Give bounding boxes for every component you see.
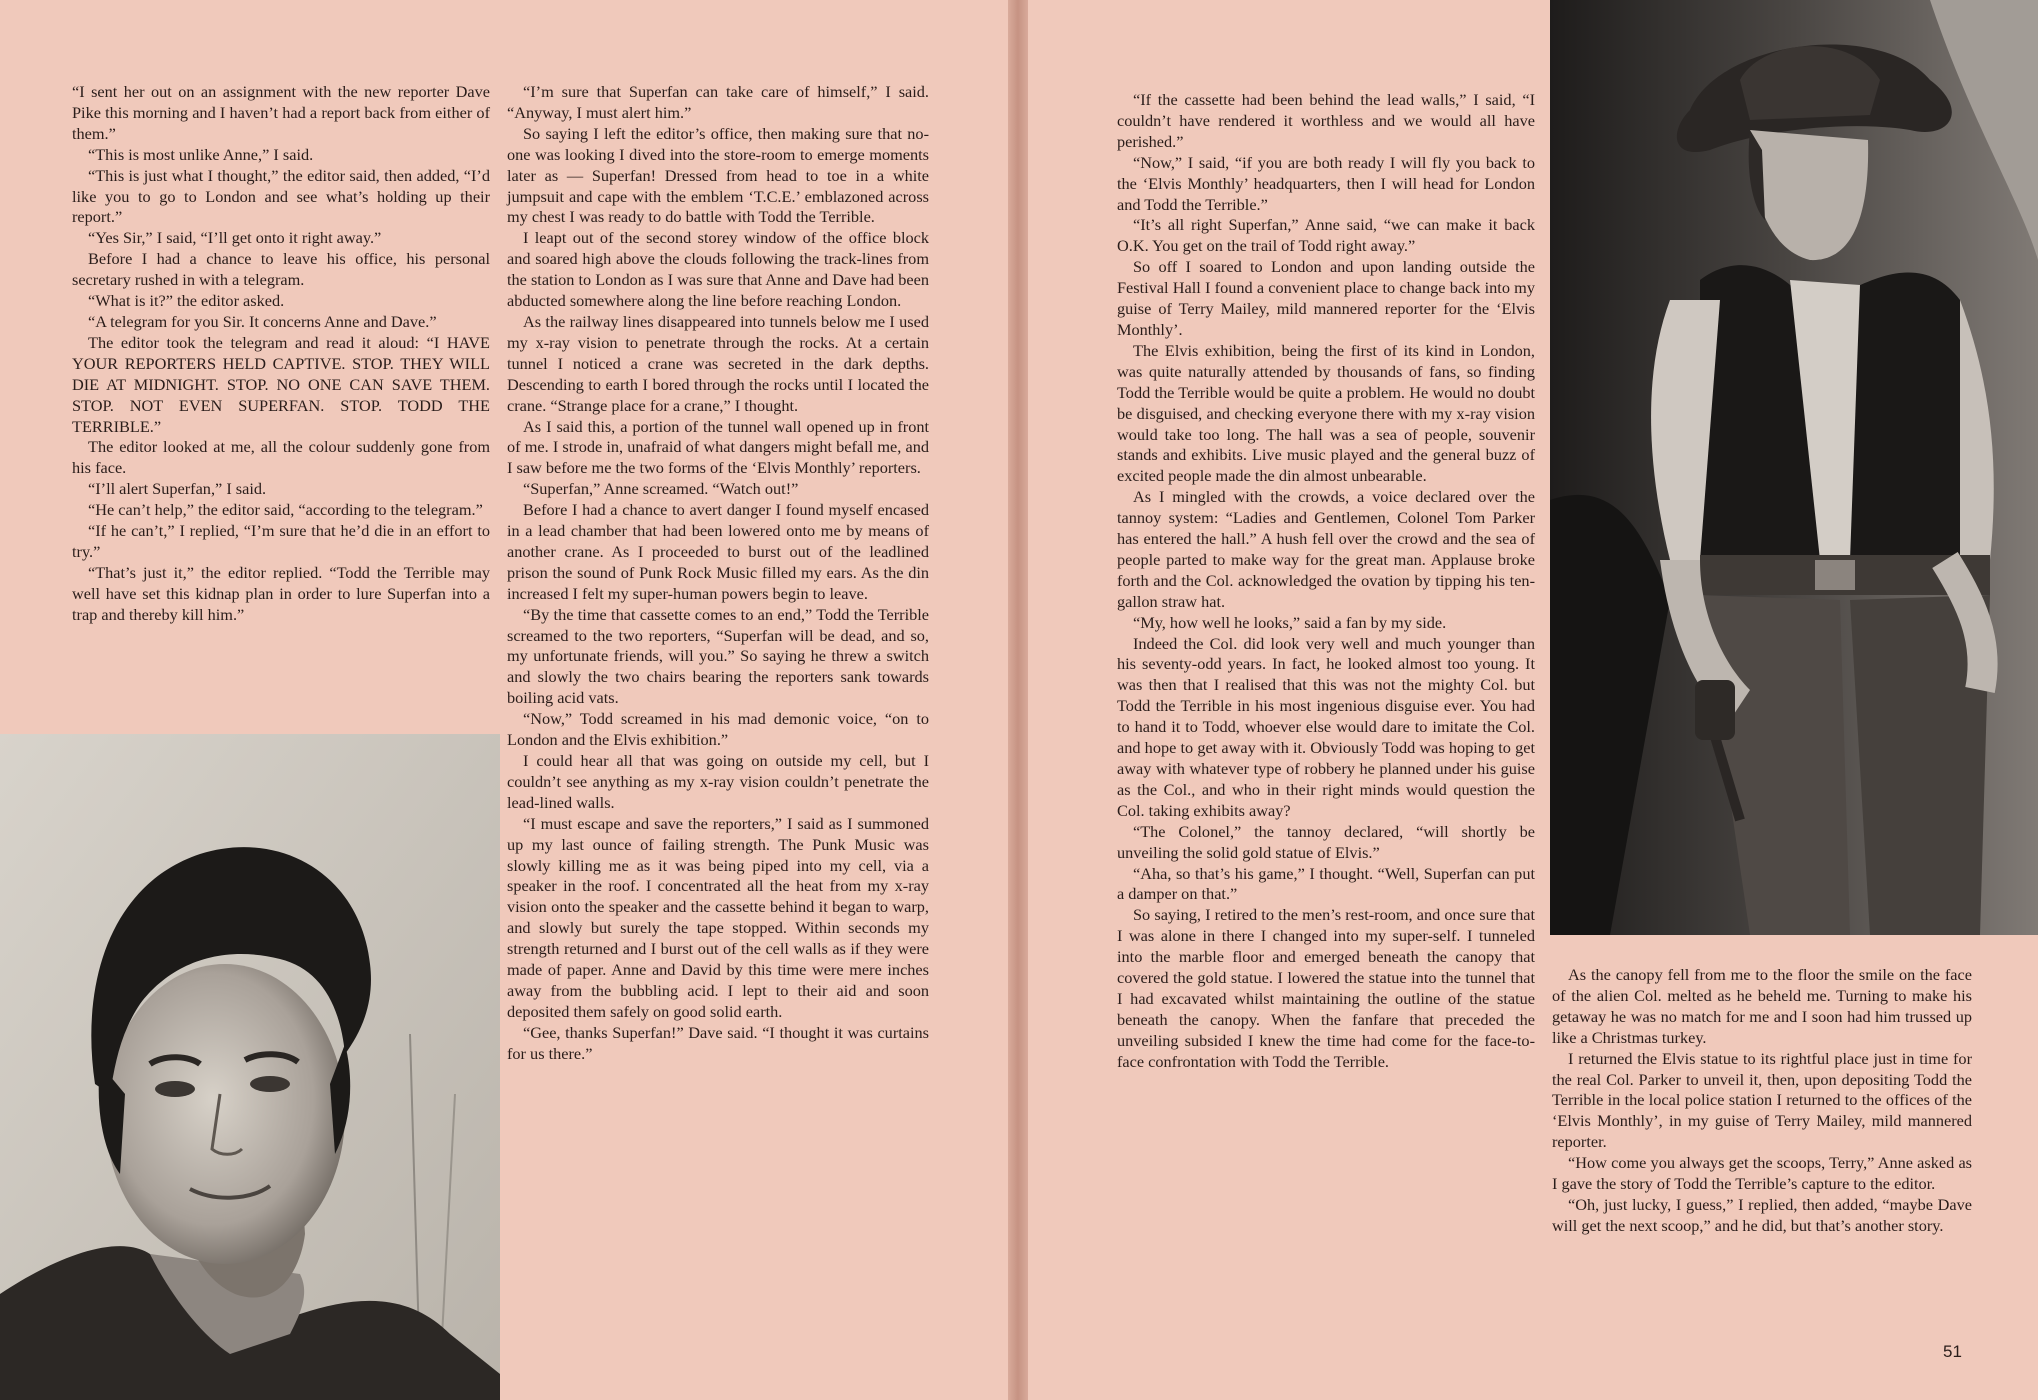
paragraph: The editor took the telegram and read it aloud: “I HAVE YOUR REPORTERS HELD CAPTIVE. STOP. THEY WILL DIE AT MIDNIGHT. STOP. NO ONE CAN SAVE THEM. STOP. NOT EVEN SUPERFAN. STOP. TODD THE TERRIBLE.”	[72, 332, 490, 436]
paragraph: The Elvis exhibition, being the first of its kind in London, was quite naturally attended by thousands of fans, so finding Todd the Terrible would be quite a problem. He would no doubt be disguised, and checking everyone there with my x-ray vision would take too long. The hall was a sea of people, souvenir stands and exhibits. Live music played and the general buzz of excited people made the din almost unbearable.	[1117, 340, 1535, 486]
paragraph: “I sent her out on an assignment with the new reporter Dave Pike this morning and I haven’t had a report back from either of them.”	[72, 82, 490, 143]
paragraph: “What is it?” the editor asked.	[88, 291, 285, 311]
paragraph: So off I soared to London and upon landing outside the Festival Hall I found a convenient place to change back into my guise of Terry Mailey, mild mannered reporter for the ‘Elvis Monthly’.	[1117, 257, 1535, 339]
paragraph: I could hear all that was going on outside my cell, but I couldn’t see anything as my x-ray vision couldn’t penetrate the lead-lined walls.	[507, 751, 929, 812]
paragraph: “Oh, just lucky, I guess,” I replied, then added, “maybe Dave will get the next scoop,” and he did, but that’s another story.	[1552, 1194, 1972, 1235]
paragraph: I leapt out of the second storey window of the office block and soared high above the clouds following the track-lines from the station to London as I was sure that Anne and Dave had been abducted somewhere along the line before reaching London.	[507, 228, 929, 311]
paragraph: “If he can’t,” I replied, “I’m sure that he’d die in an effort to try.”	[72, 521, 490, 561]
paragraph: Indeed the Col. did look very well and much younger than his seventy-odd years. In fact, he looked almost too young. It was then that I realised that this was not the mighty Col. but Todd the Terrible in his most ingenious disguise ever. You had to hand it to Todd, whoever else would dare to imitate the Col. and hope to get away with it. Obviously Todd was hoping to get away with whatever type of robbery he planned under his guise as the Col., and who in their right minds would question the Col. taking exhibits away?	[1117, 633, 1535, 820]
paragraph: As the canopy fell from me to the floor the smile on the face of the alien Col. melted as he beheld me. Turning to make his getaway he was no match for me and I soon had him trussed up like a Christmas turkey.	[1552, 965, 1972, 1047]
portrait-illustration	[0, 734, 500, 1400]
paragraph: “I’m sure that Superfan can take care of himself,” I said. “Anyway, I must alert him.”	[507, 82, 929, 122]
paragraph: “Gee, thanks Superfan!” Dave said. “I thought it was curtains for us there.”	[507, 1022, 929, 1063]
text-column-2	[507, 82, 929, 1065]
paragraph: “The Colonel,” the tannoy declared, “will shortly be unveiling the solid gold statue of Elvis.”	[1117, 821, 1535, 862]
page-number: 51	[1943, 1342, 1962, 1361]
paragraph: So saying, I retired to the men’s rest-room, and once sure that I was alone in there I changed into my super-self. I tunneled into the marble floor and emerged beneath the canopy that covered the gold statue. I lowered the statue into the tunnel that I had excavated whilst maintaining the outline of the statue beneath the canopy. When the fanfare that preceded the unveiling subsided I knew the time had come for the face-to-face confrontation with Todd the Terrible.	[1117, 905, 1535, 1071]
cowboy-illustration	[1550, 0, 2038, 935]
paragraph: “Aha, so that’s his game,” I thought. “Well, Superfan can put a damper on that.”	[1117, 863, 1535, 904]
paragraph: I returned the Elvis statue to its rightful place just in time for the real Col. Parker to unveil it, then, upon depositing Todd the Terrible in the local police station I returned to the offices of the ‘Elvis Monthly’, in my guise of Terry Mailey, mild mannered reporter.	[1552, 1048, 1972, 1152]
paragraph: “A telegram for you Sir. It concerns Anne and Dave.”	[88, 311, 437, 331]
paragraph: “Yes Sir,” I said, “I’ll get onto it right away.”	[88, 228, 382, 248]
paragraph: “I must escape and save the reporters,” I said as I summoned up my last ounce of failing strength. The Punk Music was slowly killing me as it was being piped into my cell, via a speaker in the roof. I concentrated all the heat from my x-ray vision onto the speaker and the cassette behind it began to warp, and slowly but surely the tape stopped. Within seconds my strength returned and I burst out of the cell walls as if they were made of paper. Anne and David by this time were mere inches away from the bubbling acid. I lept to their aid and soon deposited them safely on good solid earth.	[507, 813, 929, 1021]
text-column-4	[1552, 965, 1972, 1237]
cowboy-photo	[1550, 0, 2038, 935]
paragraph: As the railway lines disappeared into tunnels below me I used my x-ray vision to penetrate through the rocks. At a certain tunnel I noticed a crane was secreted in the dark depths. Descending to earth I bored through the rocks until I located the crane. “Strange place for a crane,” I thought.	[507, 311, 929, 415]
paragraph: “How come you always get the scoops, Terry,” Anne asked as I gave the story of Todd the Terrible’s capture to the editor.	[1552, 1153, 1972, 1194]
paragraph: Before I had a chance to leave his office, his personal secretary rushed in with a telegram.	[72, 249, 490, 290]
elvis-portrait-photo	[0, 734, 500, 1400]
paragraph: “If the cassette had been behind the lead walls,” I said, “I couldn’t have rendered it worthless and we would all have perished.”	[1117, 90, 1535, 151]
paragraph: “By the time that cassette comes to an end,” Todd the Terrible screamed to the two reporters, “Superfan will be dead, and so, my unfortunate friends, will you.” So saying he threw a switch and slowly the two chairs bearing the reporters sank towards boiling acid vats.	[507, 604, 929, 708]
paragraph: So saying I left the editor’s office, then making sure that no-one was looking I dived into the store-room to emerge moments later as — Superfan! Dressed from head to toe in a white jumpsuit and cape with the emblem ‘T.C.E.’ emblazoned across my chest I was ready to do battle with Todd the Terrible.	[507, 123, 929, 227]
paragraph: “I’ll alert Superfan,” I said.	[88, 479, 267, 499]
paragraph: The editor looked at me, all the colour suddenly gone from his face.	[72, 437, 490, 478]
paragraph: “My, how well he looks,” said a fan by my side.	[1133, 612, 1447, 632]
paragraph: “This is most unlike Anne,” I said.	[88, 144, 314, 164]
left-page	[0, 0, 1010, 1400]
text-column-3	[1117, 90, 1535, 1073]
paragraph: “He can’t help,” the editor said, “according to the telegram.”	[88, 500, 483, 520]
paragraph: As I mingled with the crowds, a voice declared over the tannoy system: “Ladies and Gentlemen, Colonel Tom Parker has entered the hall.” A hush fell over the crowd and the sea of people parted to make way for the great man. Applause broke forth and the Col. acknowledged the ovation by tipping his ten-gallon straw hat.	[1117, 487, 1535, 611]
paragraph: Before I had a chance to avert danger I found myself encased in a lead chamber that had been lowered onto me by means of another crane. As I proceeded to burst out of the leadlined prison the sound of Punk Rock Music filled my ears. As the din increased I felt my super-human powers begin to leave.	[507, 500, 929, 603]
paragraph: “Superfan,” Anne screamed. “Watch out!”	[523, 479, 799, 499]
text-column-1	[72, 82, 490, 626]
paragraph: “That’s just it,” the editor replied. “Todd the Terrible may well have set this kidnap plan in order to lure Superfan into a trap and thereby kill him.”	[72, 562, 490, 624]
paragraph: “It’s all right Superfan,” Anne said, “we can make it back O.K. You get on the trail of Todd right away.”	[1117, 215, 1535, 256]
paragraph: “Now,” Todd screamed in his mad demonic voice, “on to London and the Elvis exhibition.”	[507, 709, 929, 750]
spine-gutter	[1008, 0, 1030, 1400]
paragraph: As I said this, a portion of the tunnel wall opened up in front of me. I strode in, unafraid of what dangers might befall me, and I saw before me the two forms of the ‘Elvis Monthly’ reporters.	[507, 416, 929, 478]
paragraph: “Now,” I said, “if you are both ready I will fly you back to the ‘Elvis Monthly’ headquarters, then I will head for London and Todd the Terrible.”	[1117, 152, 1535, 214]
paragraph: “This is just what I thought,” the editor said, then added, “I’d like you to go to London and see what’s holding up their report.”	[72, 165, 490, 227]
